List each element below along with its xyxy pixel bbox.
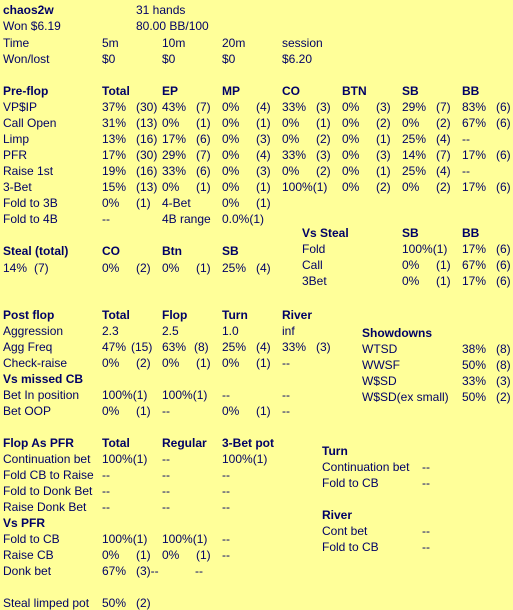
preflop-cell-value: 25% (402, 132, 427, 146)
flop-pfr-regular: -- (162, 468, 170, 482)
won-amount: Won $6.19 (3, 19, 61, 33)
vs-steal-bb-value: 17% (462, 242, 487, 256)
raise-cb-3bet: -- (222, 548, 230, 562)
preflop-cell-value: 83% (462, 100, 487, 114)
preflop-cell-count: (13) (136, 116, 158, 130)
preflop-cell-count: (4) (436, 132, 451, 146)
steal-limped-pot-label: Steal limped pot (3, 596, 90, 610)
preflop-cell-value: 17% (462, 148, 487, 162)
flop-pfr-3bet: -- (222, 500, 230, 514)
preflop-col-sb: SB (402, 84, 419, 98)
flop-pfr-3bet: -- (222, 468, 230, 482)
preflop-cell-count: (3) (376, 100, 391, 114)
preflop-row-label: 3-Bet (3, 180, 32, 194)
steal-sb-value: 25% (222, 261, 247, 275)
steal-total-value: 14% (3, 261, 28, 275)
preflop-col-ep: EP (162, 84, 179, 98)
flop-pfr-total: -- (102, 484, 110, 498)
preflop-cell-count: (3) (256, 164, 271, 178)
vs-steal-sb-value: 0% (402, 274, 420, 288)
showdown-row-value: 50% (462, 358, 487, 372)
showdown-row-count: (3) (496, 374, 511, 388)
flop-pfr-total: -- (102, 500, 110, 514)
hands-count: 31 hands (136, 3, 186, 17)
steal-col-sb: SB (222, 244, 239, 258)
preflop-cell-value: 0% (342, 148, 360, 162)
bet-in-position-river: -- (282, 388, 290, 402)
steal-co-value: 0% (102, 261, 120, 275)
showdown-row-label: WTSD (362, 342, 398, 356)
four-bet-range-value: 0.0%(1) (222, 212, 265, 226)
wonlost-session: $6.20 (282, 52, 313, 66)
postflop-heading: Post flop (3, 308, 55, 322)
preflop-cell-count: (4) (436, 164, 451, 178)
preflop-cell-count: (1) (256, 116, 271, 130)
flop-pfr-row-label: Fold CB to Raise (3, 468, 94, 482)
postflop-col-flop: Flop (162, 308, 188, 322)
donk-bet-3bet: -- (195, 564, 203, 578)
preflop-cell-count: (2) (436, 116, 451, 130)
showdown-row-count: (8) (496, 358, 511, 372)
preflop-cell-count: (2) (376, 116, 391, 130)
preflop-cell-count: (6) (196, 132, 211, 146)
preflop-cell-count: (6) (496, 100, 511, 114)
preflop-cell-count: (1) (196, 180, 211, 194)
turn-cbet-value: -- (422, 460, 430, 474)
fold-to-4b-value: -- (102, 212, 110, 226)
agg-freq-flop-count: (8) (194, 340, 209, 354)
aggression-total: 2.3 (102, 324, 119, 338)
bet-oop-total-count: (1) (136, 404, 151, 418)
preflop-cell-value: 31% (102, 116, 127, 130)
flop-pfr-regular: -- (162, 452, 170, 466)
showdowns-heading: Showdowns (362, 326, 432, 340)
turn-cbet-label: Continuation bet (322, 460, 410, 474)
preflop-row-label: PFR (3, 148, 27, 162)
preflop-cell-value: 17% (462, 180, 487, 194)
preflop-col-btn: BTN (342, 84, 367, 98)
four-bet-range-label: 4B range (162, 212, 211, 226)
four-bet-count: (1) (256, 196, 271, 210)
steal-btn-count: (1) (196, 261, 211, 275)
preflop-cell-count: (16) (136, 164, 158, 178)
showdown-row-value: 33% (462, 374, 487, 388)
preflop-cell-count: (1) (256, 180, 271, 194)
check-raise-flop-count: (1) (196, 356, 211, 370)
preflop-cell-value: 17% (102, 148, 127, 162)
check-raise-total: 0% (102, 356, 120, 370)
preflop-cell-value: 17% (162, 132, 187, 146)
check-raise-label: Check-raise (3, 356, 68, 370)
showdown-row-count: (8) (496, 342, 511, 356)
flop-pfr-row-label: Continuation bet (3, 452, 91, 466)
preflop-cell-count: (3) (376, 148, 391, 162)
turn-fold-cb-label: Fold to CB (322, 476, 379, 490)
showdown-row-count: (2) (496, 390, 511, 404)
steal-limped-pot-count: (2) (136, 596, 151, 610)
bet-in-position-flop: 100%(1) (162, 388, 208, 402)
showdown-row-label: W$SD(ex small) (362, 390, 449, 404)
time-10m: 10m (162, 36, 186, 50)
agg-freq-total-count: (15) (131, 340, 153, 354)
bet-oop-total: 0% (102, 404, 120, 418)
vs-steal-sb-value: 0% (402, 258, 420, 272)
preflop-cell-value: -- (462, 164, 470, 178)
preflop-cell-count: (2) (316, 132, 331, 146)
fold-to-cb-regular: 100%(1) (162, 532, 208, 546)
preflop-cell-count: (6) (496, 180, 511, 194)
preflop-cell-value: 43% (162, 100, 187, 114)
preflop-cell-value: 37% (102, 100, 127, 114)
agg-freq-river: 33% (282, 340, 307, 354)
check-raise-flop: 0% (162, 356, 180, 370)
steal-heading: Steal (total) (3, 244, 69, 258)
bet-in-position-total: 100%(1) (102, 388, 148, 402)
bet-oop-turn-count: (1) (256, 404, 271, 418)
preflop-col-mp: MP (222, 84, 240, 98)
bb-per-100: 80.00 BB/100 (136, 19, 209, 33)
agg-freq-label: Agg Freq (3, 340, 53, 354)
flop-pfr-col-3bet: 3-Bet pot (222, 436, 274, 450)
preflop-cell-value: 0% (342, 100, 360, 114)
bet-oop-turn: 0% (222, 404, 240, 418)
preflop-cell-value: 33% (162, 164, 187, 178)
preflop-cell-value: 15% (102, 180, 127, 194)
preflop-cell-count: (4) (256, 100, 271, 114)
raise-cb-total: 0% (102, 548, 120, 562)
vs-steal-bb-count: (6) (496, 274, 511, 288)
preflop-col-total: Total (102, 84, 130, 98)
steal-col-btn: Btn (162, 244, 182, 258)
preflop-heading: Pre-flop (3, 84, 49, 98)
showdown-row-value: 38% (462, 342, 487, 356)
preflop-cell-count: (16) (136, 132, 158, 146)
flop-as-pfr-heading: Flop As PFR (3, 436, 74, 450)
turn-fold-cb-value: -- (422, 476, 430, 490)
vs-steal-sb-count: (1) (436, 274, 451, 288)
steal-limped-pot-value: 50% (102, 596, 127, 610)
preflop-cell-count: (6) (496, 148, 511, 162)
donk-bet-total: 67% (102, 564, 127, 578)
river-cbet-value: -- (422, 524, 430, 538)
four-bet-label: 4-Bet (162, 196, 191, 210)
preflop-cell-count: (1) (196, 116, 211, 130)
fold-to-cb-total: 100%(1) (102, 532, 148, 546)
steal-col-co: CO (102, 244, 120, 258)
preflop-cell-value: 33% (282, 148, 307, 162)
preflop-cell-value: 0% (342, 180, 360, 194)
preflop-cell-value: 0% (222, 164, 240, 178)
flop-pfr-regular: -- (162, 484, 170, 498)
preflop-cell-count: (7) (196, 100, 211, 114)
vs-steal-row-label: Fold (302, 242, 326, 256)
time-20m: 20m (222, 36, 246, 50)
vs-steal-sb-count: (1) (436, 258, 451, 272)
preflop-cell-value: 0% (222, 132, 240, 146)
river-cbet-label: Cont bet (322, 524, 368, 538)
preflop-cell-count: (7) (436, 100, 451, 114)
bet-in-position-label: Bet In position (3, 388, 80, 402)
preflop-cell-value: 0% (342, 116, 360, 130)
flop-pfr-row-label: Raise Donk Bet (3, 500, 87, 514)
preflop-cell-value: 0% (402, 116, 420, 130)
vs-steal-heading: Vs Steal (302, 226, 349, 240)
flop-pfr-regular: -- (162, 500, 170, 514)
agg-freq-flop: 63% (162, 340, 187, 354)
check-raise-river: -- (282, 356, 290, 370)
vs-steal-bb-count: (6) (496, 242, 511, 256)
turn-heading: Turn (322, 444, 348, 458)
flop-pfr-total: 100%(1) (102, 452, 148, 466)
steal-co-count: (2) (136, 261, 151, 275)
preflop-cell-value: 29% (162, 148, 187, 162)
flop-pfr-row-label: Fold to Donk Bet (3, 484, 93, 498)
fold-to-cb-label: Fold to CB (3, 532, 60, 546)
raise-cb-regular: 0% (162, 548, 180, 562)
flop-pfr-3bet: 100%(1) (222, 452, 268, 466)
wonlost-5m: $0 (102, 52, 116, 66)
raise-cb-total-count: (1) (136, 548, 151, 562)
preflop-cell-count: (30) (136, 148, 158, 162)
vs-missed-cb-heading: Vs missed CB (3, 372, 84, 386)
preflop-cell-value: -- (462, 132, 470, 146)
preflop-cell-value: 14% (402, 148, 427, 162)
aggression-river: inf (282, 324, 295, 338)
preflop-cell-value: 29% (402, 100, 427, 114)
preflop-cell-value: 0% (222, 180, 240, 194)
player-name: chaos2w (3, 3, 54, 17)
aggression-turn: 1.0 (222, 324, 239, 338)
preflop-cell-value: 0% (282, 116, 300, 130)
vs-pfr-heading: Vs PFR (3, 516, 46, 530)
fold-to-3b-value: 0% (102, 196, 120, 210)
wonlost-label: Won/lost (3, 52, 50, 66)
wonlost-10m: $0 (162, 52, 176, 66)
preflop-cell-value: 0% (222, 148, 240, 162)
bet-in-position-turn: -- (222, 388, 230, 402)
check-raise-turn-count: (1) (256, 356, 271, 370)
preflop-cell-count: (2) (316, 164, 331, 178)
bet-oop-flop: -- (162, 404, 170, 418)
preflop-cell-value: 19% (102, 164, 127, 178)
preflop-cell-value: 0% (282, 132, 300, 146)
preflop-cell-value: 0% (162, 180, 180, 194)
preflop-cell-value: 0% (282, 164, 300, 178)
check-raise-total-count: (2) (136, 356, 151, 370)
time-label: Time (3, 36, 30, 50)
bet-oop-river: -- (282, 404, 290, 418)
preflop-row-label: Limp (3, 132, 30, 146)
flop-pfr-total: -- (102, 468, 110, 482)
time-5m: 5m (102, 36, 119, 50)
postflop-col-total: Total (102, 308, 130, 322)
steal-btn-value: 0% (162, 261, 180, 275)
steal-total-count: (7) (34, 261, 49, 275)
preflop-cell-count: (30) (136, 100, 158, 114)
preflop-cell-value: 0% (342, 132, 360, 146)
vs-steal-sb-value: 100%(1) (402, 242, 448, 256)
vs-steal-bb-value: 67% (462, 258, 487, 272)
postflop-col-river: River (282, 308, 313, 322)
wonlost-20m: $0 (222, 52, 236, 66)
flop-pfr-col-total: Total (102, 436, 130, 450)
preflop-cell-count: (6) (496, 116, 511, 130)
vs-steal-bb-count: (6) (496, 258, 511, 272)
raise-cb-label: Raise CB (3, 548, 54, 562)
preflop-cell-value: 25% (402, 164, 427, 178)
preflop-cell-value: 100%(1) (282, 180, 328, 194)
fold-to-3b-label: Fold to 3B (3, 196, 58, 210)
preflop-row-label: VP$IP (3, 100, 38, 114)
aggression-flop: 2.5 (162, 324, 179, 338)
preflop-cell-count: (6) (196, 164, 211, 178)
showdown-row-label: WWSF (362, 358, 400, 372)
agg-freq-river-count: (3) (316, 340, 331, 354)
vs-steal-col-sb: SB (402, 226, 419, 240)
preflop-cell-count: (3) (256, 132, 271, 146)
preflop-cell-value: 0% (222, 116, 240, 130)
donk-bet-label: Donk bet (3, 564, 52, 578)
preflop-cell-value: 0% (342, 164, 360, 178)
agg-freq-total: 47% (102, 340, 127, 354)
preflop-row-label: Raise 1st (3, 164, 54, 178)
preflop-cell-value: 67% (462, 116, 487, 130)
time-session: session (282, 36, 323, 50)
preflop-cell-value: 0% (402, 180, 420, 194)
preflop-cell-value: 0% (162, 116, 180, 130)
preflop-cell-count: (7) (196, 148, 211, 162)
preflop-cell-count: (4) (256, 148, 271, 162)
vs-steal-row-label: 3Bet (302, 274, 327, 288)
preflop-cell-value: 0% (222, 100, 240, 114)
flop-pfr-3bet: -- (222, 484, 230, 498)
aggression-label: Aggression (3, 324, 64, 338)
fold-to-cb-3bet: -- (222, 532, 230, 546)
preflop-cell-count: (2) (376, 180, 391, 194)
vs-steal-bb-value: 17% (462, 274, 487, 288)
fold-to-4b-label: Fold to 4B (3, 212, 58, 226)
showdown-row-label: W$SD (362, 374, 397, 388)
preflop-cell-count: (1) (316, 116, 331, 130)
river-heading: River (322, 508, 353, 522)
preflop-cell-count: (1) (376, 164, 391, 178)
steal-sb-count: (4) (256, 261, 271, 275)
check-raise-turn: 0% (222, 356, 240, 370)
agg-freq-turn-count: (4) (256, 340, 271, 354)
flop-pfr-col-regular: Regular (162, 436, 207, 450)
preflop-cell-count: (3) (316, 148, 331, 162)
preflop-col-co: CO (282, 84, 300, 98)
preflop-col-bb: BB (462, 84, 480, 98)
preflop-cell-count: (7) (436, 148, 451, 162)
postflop-col-turn: Turn (222, 308, 248, 322)
four-bet-value: 0% (222, 196, 240, 210)
preflop-cell-value: 13% (102, 132, 127, 146)
fold-to-3b-count: (1) (136, 196, 151, 210)
donk-bet-count: (3)-- (136, 564, 159, 578)
agg-freq-turn: 25% (222, 340, 247, 354)
vs-steal-row-label: Call (302, 258, 323, 272)
bet-oop-label: Bet OOP (3, 404, 52, 418)
raise-cb-regular-count: (1) (196, 548, 211, 562)
showdown-row-value: 50% (462, 390, 487, 404)
preflop-row-label: Call Open (3, 116, 57, 130)
preflop-cell-count: (2) (436, 180, 451, 194)
preflop-cell-count: (13) (136, 180, 158, 194)
preflop-cell-count: (3) (316, 100, 331, 114)
vs-steal-col-bb: BB (462, 226, 480, 240)
preflop-cell-count: (1) (376, 132, 391, 146)
preflop-cell-value: 33% (282, 100, 307, 114)
river-fold-cb-label: Fold to CB (322, 540, 379, 554)
river-fold-cb-value: -- (422, 540, 430, 554)
